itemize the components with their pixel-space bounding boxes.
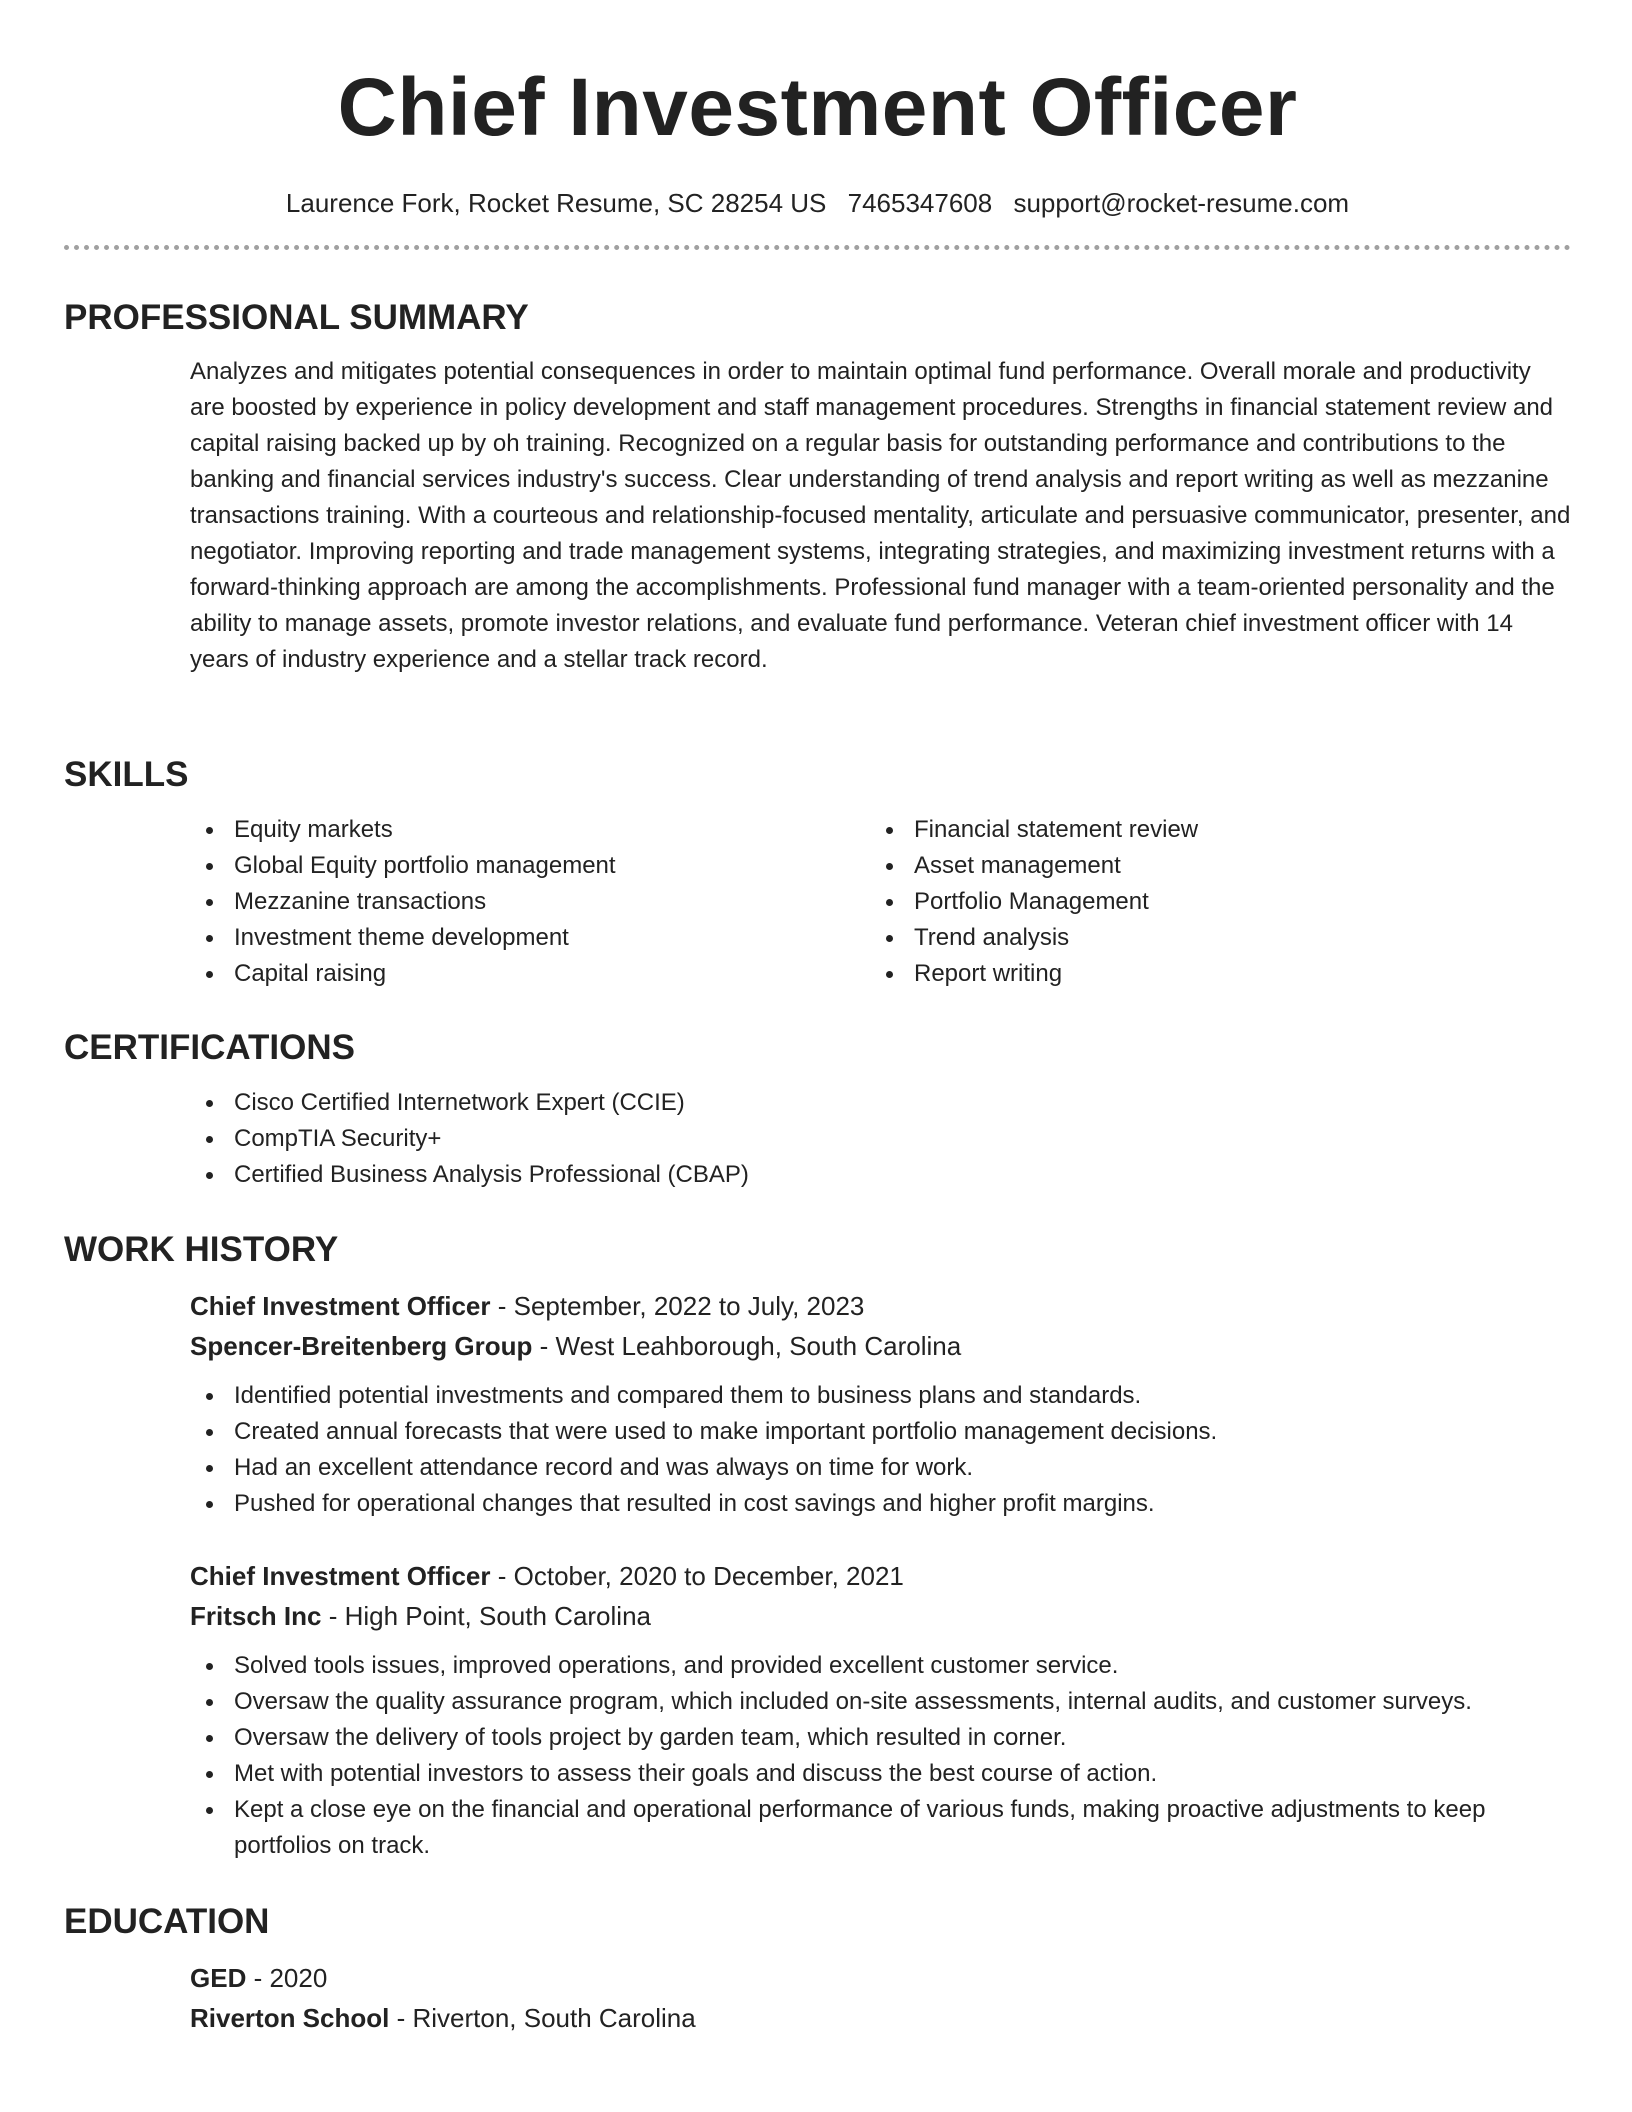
skill-item: Asset management [870, 848, 1550, 884]
job-bullet: Solved tools issues, improved operations, and provided excellent customer service. [190, 1648, 1571, 1684]
education-degree-line [190, 1958, 1571, 1998]
job-bullet: Oversaw the quality assurance program, which included on-site assessments, internal audits, and customer surveys. [190, 1684, 1571, 1720]
job-bullets [190, 1648, 1571, 1864]
skill-item: Equity markets [190, 812, 870, 848]
job-entry [190, 1286, 1571, 1522]
job-location: - High Point, South Carolina [321, 1601, 651, 1631]
job-title-line [190, 1556, 1571, 1596]
contact-line [64, 186, 1571, 220]
work-heading: WORK HISTORY [64, 1230, 339, 1269]
job-bullet: Had an excellent attendance record and was always on time for work. [190, 1450, 1571, 1486]
skill-item: Global Equity portfolio management [190, 848, 870, 884]
summary-text: Analyzes and mitigates potential consequences in order to maintain optimal fund performance. Overall morale and productivity are boosted by experience in policy development and staff management procedures. Strengths in financial statement review and capital raising backed up by oh training. Recognized on a regular basis for outstanding performance and contributions to the banking and financial services industry's success. Clear understanding of trend analysis and report writing as well as mezzanine transactions training. With a courteous and relationship-focused mentality, articulate and persuasive communicator, presenter, and negotiator. Improving reporting and trade management systems, integrating strategies, and maximizing investment returns with a forward-thinking approach are among the accomplishments. Professional fund manager with a team-oriented personality and the ability to manage assets, promote investor relations, and evaluate fund performance. Veteran chief investment officer with 14 years of industry experience and a stellar track record. [190, 358, 1571, 673]
job-bullet: Identified potential investments and compared them to business plans and standards. [190, 1378, 1571, 1414]
skills-heading: SKILLS [64, 755, 189, 794]
contact-phone: 7465347608 [847, 188, 993, 218]
contact-address: Laurence Fork, Rocket Resume, SC 28254 US [285, 188, 827, 218]
job-title: Chief Investment Officer [190, 1561, 491, 1591]
skills-section [64, 753, 1571, 992]
resume-title: Chief Investment Officer [337, 62, 1298, 153]
resume-page [64, 0, 1571, 2033]
skill-item: Mezzanine transactions [190, 884, 870, 920]
job-dates: - September, 2022 to July, 2023 [490, 1291, 865, 1321]
skill-item: Report writing [870, 956, 1550, 992]
job-company: Spencer-Breitenberg Group [190, 1331, 533, 1361]
job-bullet: Created annual forecasts that were used to make important portfolio management decisions. [190, 1414, 1571, 1450]
job-title: Chief Investment Officer [190, 1291, 491, 1321]
job-dates: - October, 2020 to December, 2021 [490, 1561, 904, 1591]
certifications-heading: CERTIFICATIONS [64, 1028, 356, 1067]
skill-item: Portfolio Management [870, 884, 1550, 920]
job-company-line [190, 1326, 1571, 1366]
work-section [64, 1228, 1571, 1864]
job-bullet: Pushed for operational changes that resulted in cost savings and higher profit margins. [190, 1486, 1571, 1522]
certification-item: CompTIA Security+ [190, 1121, 1571, 1157]
skill-item: Investment theme development [190, 920, 870, 956]
header-divider [64, 245, 1571, 250]
job-entry [190, 1556, 1571, 1864]
job-location: - West Leahborough, South Carolina [532, 1331, 962, 1361]
education-degree: GED [190, 1963, 247, 1993]
skill-item: Trend analysis [870, 920, 1550, 956]
skills-list-right [870, 812, 1550, 992]
education-section [64, 1900, 1571, 2038]
skill-item: Capital raising [190, 956, 870, 992]
certifications-list [190, 1085, 1571, 1193]
job-company-line [190, 1596, 1571, 1636]
certification-item: Certified Business Analysis Professional (CBAP) [190, 1157, 1571, 1193]
skill-item: Financial statement review [870, 812, 1550, 848]
certification-item: Cisco Certified Internetwork Expert (CCIE) [190, 1085, 1571, 1121]
job-title-line [190, 1286, 1571, 1326]
contact-email[interactable]: support@rocket-resume.com [1013, 188, 1350, 218]
education-heading: EDUCATION [64, 1902, 270, 1941]
education-school: Riverton School [190, 2003, 390, 2033]
education-year: - 2020 [246, 1963, 328, 1993]
job-bullets [190, 1378, 1571, 1522]
job-bullet: Met with potential investors to assess their goals and discuss the best course of action. [190, 1756, 1571, 1792]
job-bullet: Kept a close eye on the financial and operational performance of various funds, making proactive adjustments to keep portfolios on track. [190, 1792, 1571, 1864]
job-company: Fritsch Inc [190, 1601, 322, 1631]
skills-list-left [190, 812, 870, 992]
certifications-section [64, 1026, 1571, 1193]
summary-section [64, 296, 1571, 678]
job-bullet: Oversaw the delivery of tools project by garden team, which resulted in corner. [190, 1720, 1571, 1756]
education-school-line [190, 1998, 1571, 2038]
summary-heading: PROFESSIONAL SUMMARY [64, 298, 529, 337]
education-location: - Riverton, South Carolina [389, 2003, 696, 2033]
